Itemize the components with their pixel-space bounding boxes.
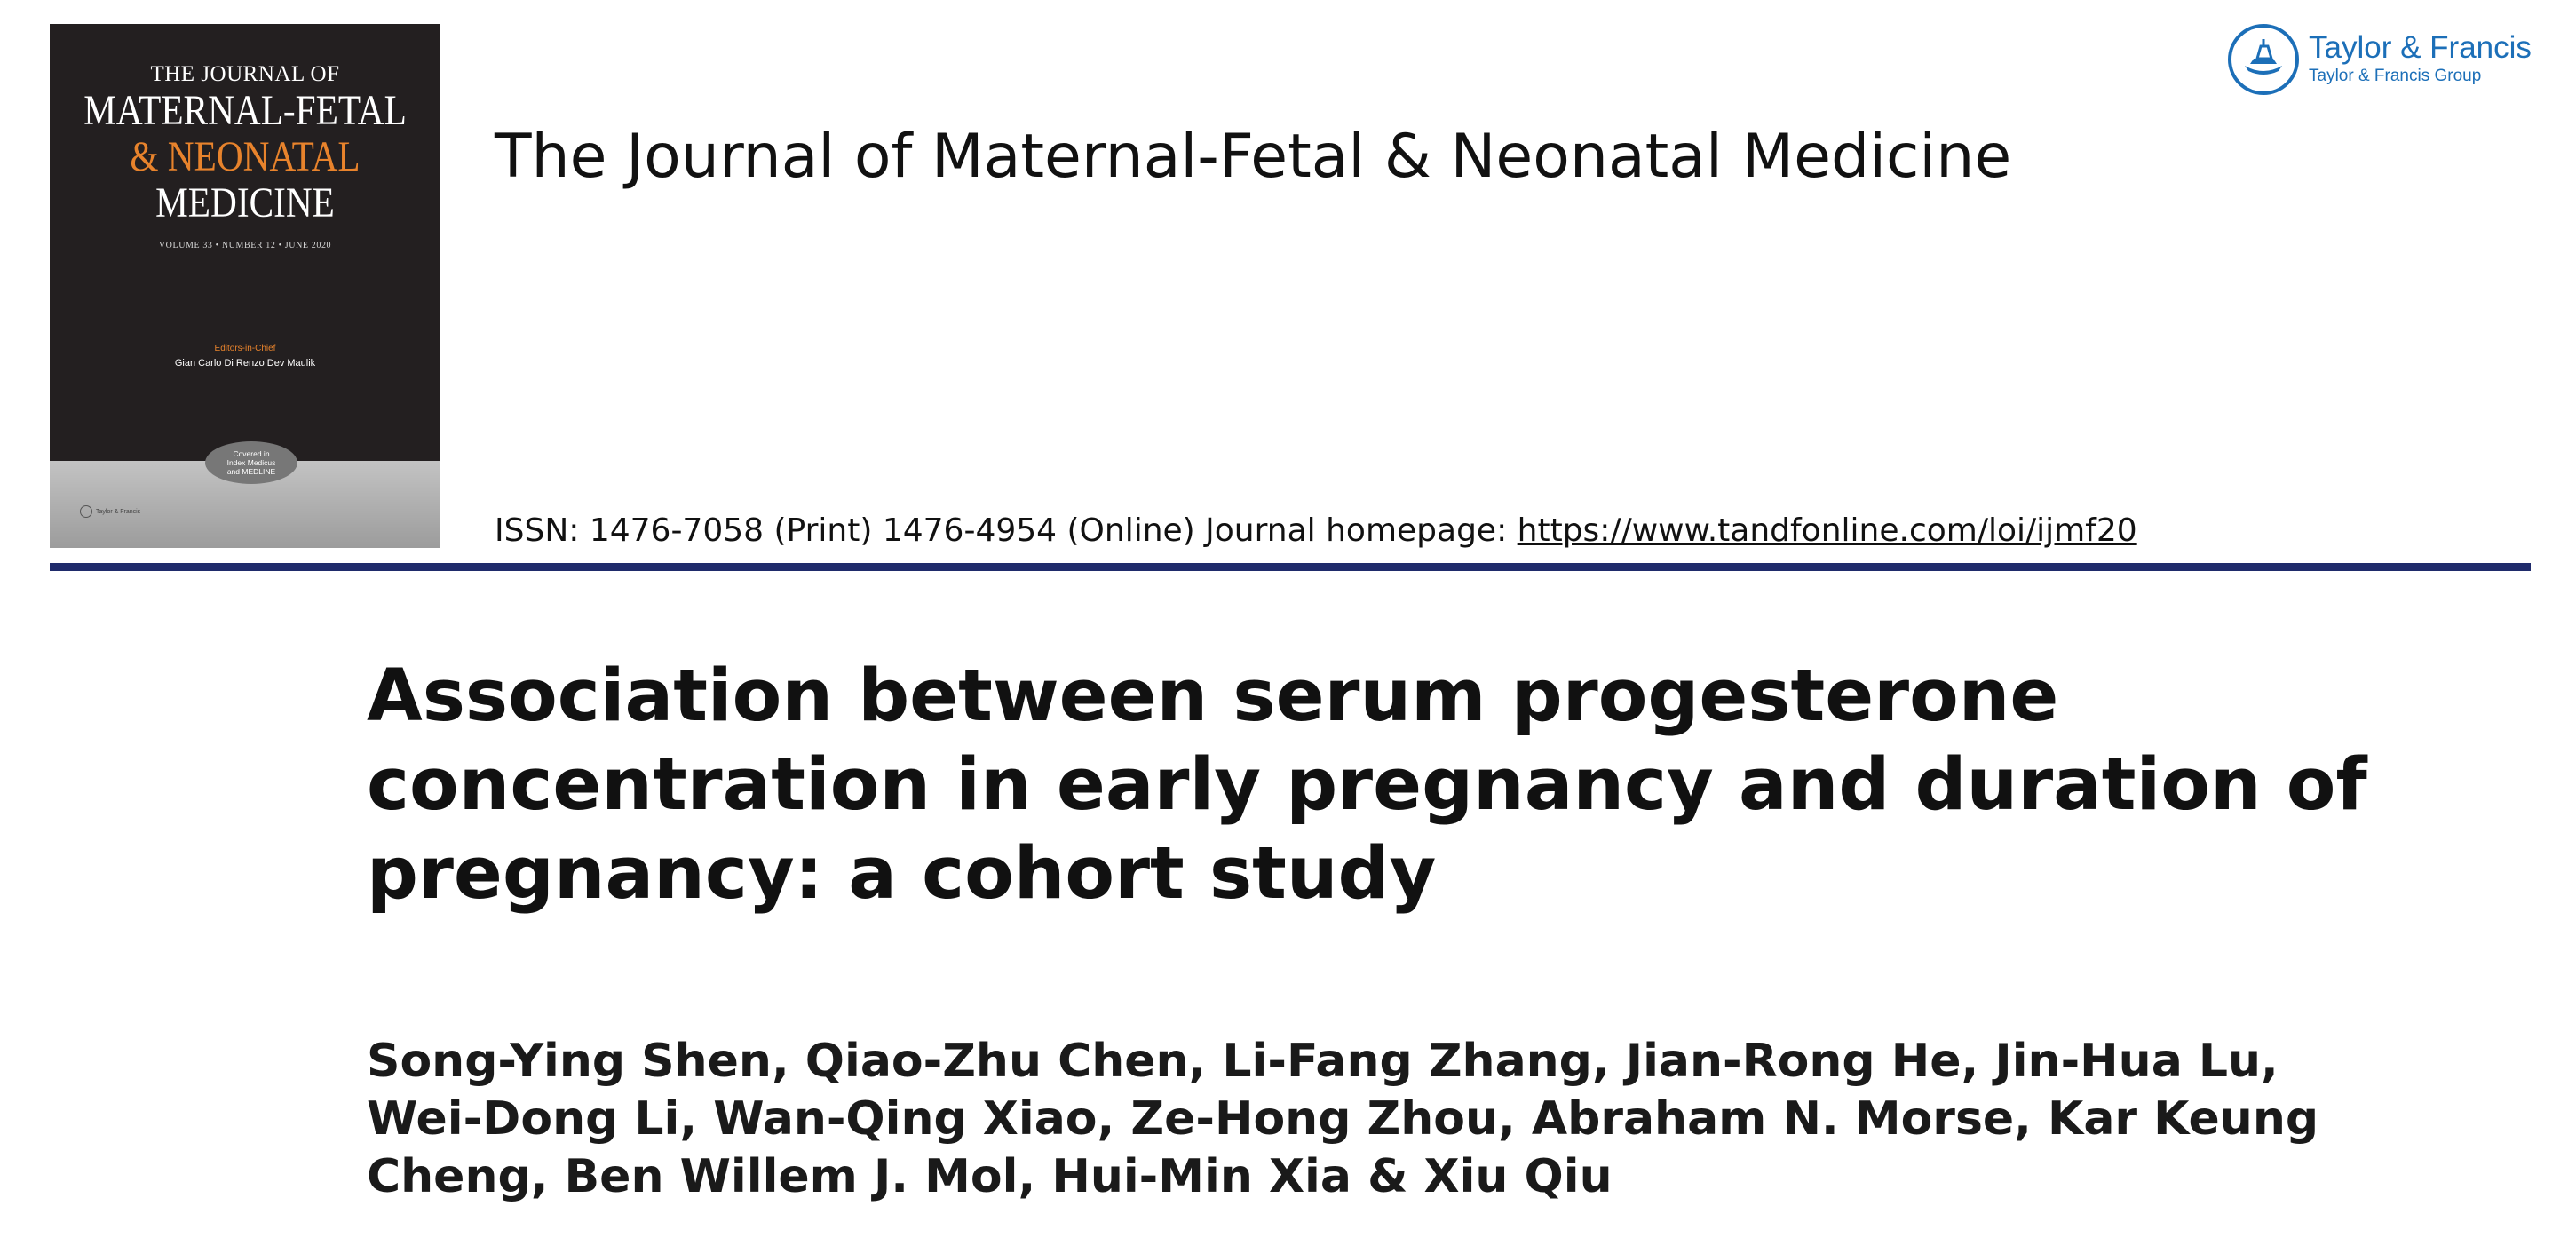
journal-cover-image [50, 24, 440, 548]
cover-badge-line1: Covered in [233, 449, 270, 458]
cover-volume-info: VOLUME 33 • NUMBER 12 • JUNE 2020 [158, 241, 332, 250]
cover-title-line2: MATERNAL-FETAL [83, 87, 407, 134]
header-divider [50, 563, 2531, 571]
cover-title-block [50, 61, 440, 250]
journal-title: The Journal of Maternal-Fetal & Neonatal Medicine [495, 122, 2012, 192]
cover-publisher-icon [80, 505, 92, 518]
publisher-logo-icon [2227, 23, 2300, 96]
publisher-logo[interactable] [2227, 23, 2532, 96]
cover-badge-line3: and MEDLINE [226, 467, 276, 476]
cover-title-line3: & NEONATAL [130, 133, 361, 180]
issn-line [495, 510, 2137, 552]
article-title: Association between serum progesterone concentration in early pregnancy and duration of pregnancy: a cohort study [367, 655, 2367, 916]
publisher-group: Taylor & Francis Group [2309, 67, 2482, 85]
issn-text: ISSN: 1476-7058 (Print) 1476-4954 (Online) Journal homepage: [495, 512, 1518, 549]
publisher-logo-text [2309, 23, 2532, 86]
cover-index-badge [205, 441, 297, 484]
cover-editors: Gian Carlo Di Renzo Dev Maulik [174, 358, 316, 369]
cover-publisher-mark [80, 505, 140, 518]
cover-title-line1: THE JOURNAL OF [150, 62, 340, 86]
publisher-name: Taylor & Francis [2309, 30, 2532, 65]
cover-editors-label: Editors-in-Chief [214, 344, 276, 353]
cover-badge-line2: Index Medicus [226, 458, 276, 467]
cover-publisher-name: Taylor & Francis [96, 508, 141, 515]
article-authors: Song-Ying Shen, Qiao-Zhu Chen, Li-Fang Zhang, Jian-Rong He, Jin-Hua Lu, Wei-Dong Li, Wan-Qing Xiao, Ze-Hong Zhou, Abraham N. Morse, Kar Keung Cheng, Ben Willem J. Mol, Hui-Min Xia & Xiu Qiu [367, 1035, 2319, 1203]
cover-title-line4: MEDICINE [155, 179, 335, 226]
journal-homepage-link[interactable]: https://www.tandfonline.com/loi/ijmf20 [1517, 512, 2137, 549]
